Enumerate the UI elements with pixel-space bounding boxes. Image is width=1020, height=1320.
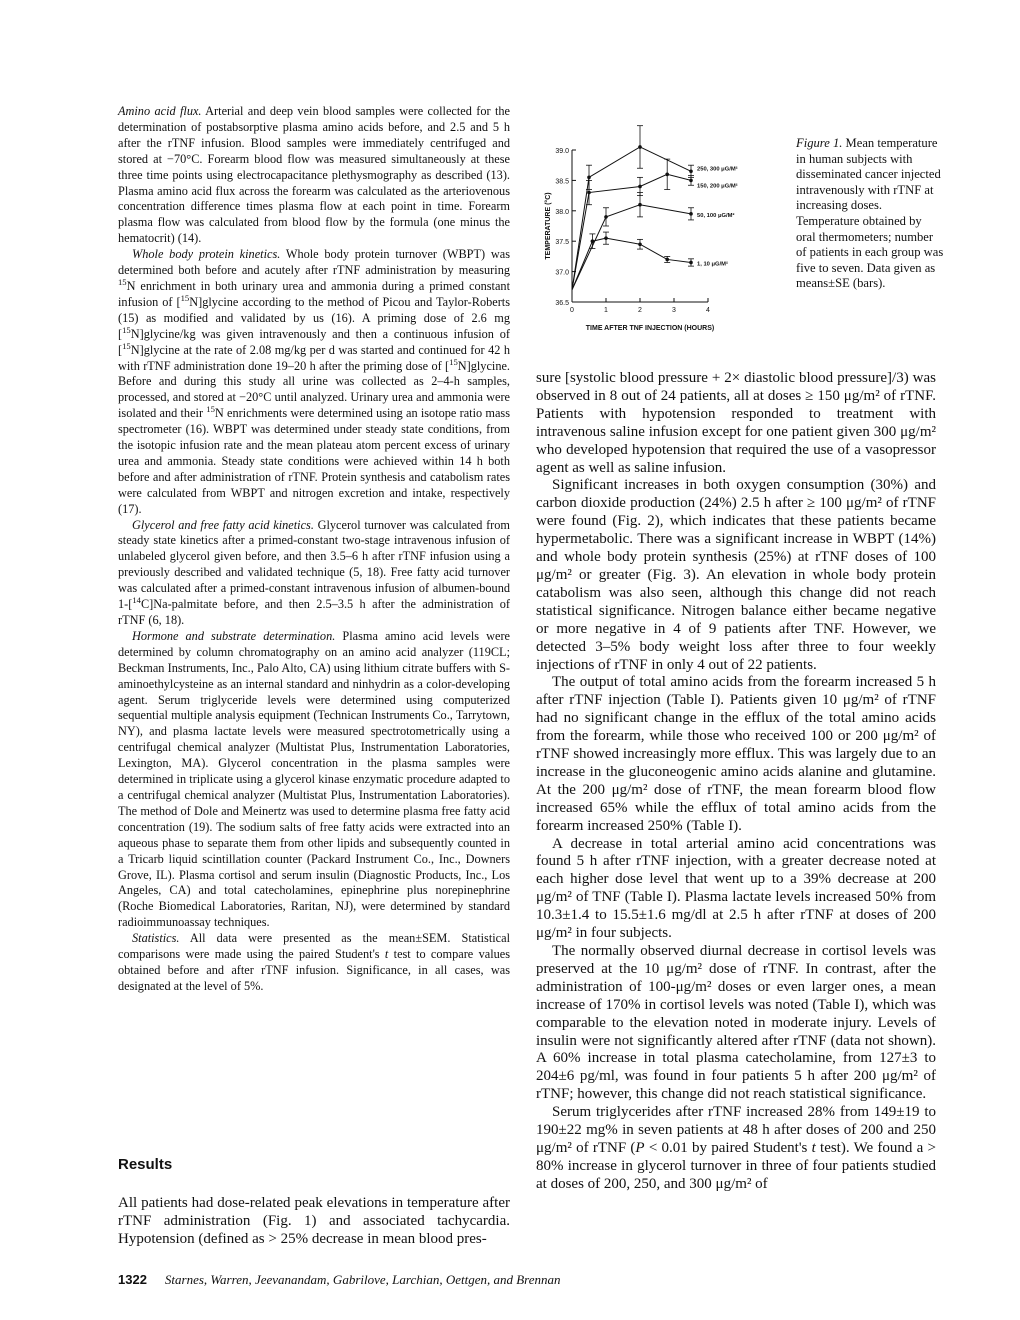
paragraph-arterial-decrease: A decrease in total arterial amino acid concentrations was found 5 h after rTNF injection, with a greater decrease noted at each higher dose level that went up to a 39% decrease at 200 μg/m² of TNF (Table I). Plasma lactate levels increased 50% from 10.3±1.4 to 15.5±1.6 mg/dl at 2.5 h after rTNF at doses of 200 μg/m² in four subjects. bbox=[536, 835, 936, 942]
data-point bbox=[638, 145, 642, 149]
authors: Starnes, Warren, Jeevanandam, Gabrilove, Larchian, Oettgen, and Brennan bbox=[164, 1272, 561, 1287]
paragraph-hypermetabolic: Significant increases in both oxygen consumption (30%) and carbon dioxide production (24%) 2.5 h after ≥ 100 μg/m² of rTNF were found (Fig. 2), which indicates that these patients became hypermetabolic. There was a significant increase in WBPT (14%) and whole body protein synthesis (25%) at rTNF doses of 100 μg/m² or greater (Fig. 3). An elevation in whole body protein catabolism was also seen, although this change did not reach statistical significance. Nitrogen balance either became negative or more negative in 4 of 9 patients after TNF. However, we detected 3–5% body weight loss after three to four weekly injections of rTNF in only 4 out of 22 patients. bbox=[536, 477, 936, 673]
series-label: 250, 300 μG/M² bbox=[697, 166, 738, 173]
data-point bbox=[604, 215, 608, 219]
subheading: Glycerol and free fatty acid kinetics. bbox=[132, 517, 314, 532]
series-label: 50, 100 μG/M² bbox=[697, 212, 735, 219]
data-point bbox=[638, 203, 642, 207]
paragraph-amino-acid-flux: Amino acid flux. Arterial and deep vein blood samples were collected for the determination of postabsorptive plasma amino acids before, and 2.5 and 5 h after the rTNF infusion. Blood samples were immediately centrifuged and stored at −70°C. Forearm blood flow was measured simultaneously at these three time points using electrocapacitance plethysmography as described (13). Plasma amino acid flux across the forearm was calculated as the arteriovenous concentration difference times plasma flow at each point in time. Forearm plasma flow was calculated from blood flow by the formula (one minus the hematocrit) (14). bbox=[118, 104, 510, 246]
x-tick-label: 3 bbox=[672, 307, 676, 314]
subheading: Hormone and substrate determination. bbox=[132, 628, 336, 643]
methods-column bbox=[118, 104, 510, 995]
x-tick-label: 2 bbox=[638, 307, 642, 314]
data-point bbox=[587, 191, 591, 195]
paragraph-triglycerides: Serum triglycerides after rTNF increased 28% from 149±19 to 190±22 mg% in seven patients at 48 h after doses of 200 and 250 μg/m² of rTNF (P < 0.01 by paired Student's t test). We found a > 80% increase in glycerol turnover in three of four patients studied at doses of 200, 250, and 300 μg/m² of bbox=[536, 1104, 937, 1192]
data-point bbox=[591, 239, 595, 243]
figure-1 bbox=[536, 102, 776, 342]
figure-label: Figure 1. bbox=[796, 136, 843, 150]
y-tick-label: 36.5 bbox=[555, 300, 569, 307]
results-column bbox=[536, 370, 936, 1194]
y-tick-label: 38.0 bbox=[555, 208, 569, 216]
data-point bbox=[638, 242, 642, 246]
y-axis-label: TEMPERATURE (°C) bbox=[545, 192, 552, 260]
y-tick-label: 37.0 bbox=[555, 269, 569, 277]
data-point bbox=[604, 236, 608, 240]
paragraph-hormone-determination: Hormone and substrate determination. Plasma amino acid levels were determined by column chromatography on an amino acid analyzer (119CL; Beckman Instruments, Inc., Palo Alto, CA) using lithium citrate buffers with S-aminoethylcysteine as an internal standard and ninhydrin as a color-developing agent. Serum triglyceride levels were determined using computerized sequential multiple analysis equipment (Technican Instruments Co., Tarrytown, NY), and plasma lactate levels were measured spectrotometrically using a centrifugal chemical analyzer (Multistat Plus, Instrumentation Laboratories, Lexington, MA). Glycerol concentration in the plasma samples were determined in triplicate using a glycerol kinase enzymatic procedure adapted to a centrifugal chemical analyzer (Multistat Plus, Instrumentation Laboratories). The method of Dole and Meinertz was used to determine plasma free fatty acid concentration (19). The sodium salts of free fatty acids were extracted into an aqueous phase to separate them from other lipids and subsequently counted in a Tricarb liquid scintillation counter (Packard Instrument Co., Inc., Downers Grove, IL). Plasma cortisol and serum insulin (Diagnostic Products, Inc., Los Angeles, CA) and total catecholamines, epinephrine plus norepinephrine (Roche Biomedical Laboratories, Raritan, NJ), were determined by standard radioimmunoassay techniques. bbox=[118, 628, 511, 930]
data-point bbox=[587, 176, 591, 180]
data-point bbox=[665, 173, 669, 177]
paragraph-cortisol: The normally observed diurnal decrease in cortisol levels was preserved at the 10 μg/m² dose of rTNF. In contrast, after the administration of 100-μg/m² doses or even larger ones, a mean increase of 170% in cortisol levels was noted (Table I), which was comparable to the elevation noted in moderate injury. Levels of insulin were not significantly altered after rTNF (data not shown). A 60% increase in total plasma catecholamine, from 127±3 to 204±6 pg/ml, was found in four patients 5 h after 200 μg/m² of rTNF; however, this change did not reach statistical significance. bbox=[536, 943, 936, 1103]
series-label: 150, 200 μG/M² bbox=[697, 183, 738, 190]
subheading: Statistics. bbox=[132, 931, 180, 946]
subheading: Whole body protein kinetics. bbox=[132, 247, 281, 262]
results-heading: Results bbox=[118, 1156, 173, 1173]
paragraph-amino-acid-output: The output of total amino acids from the forearm increased 5 h after rTNF injection (Table I). Patients given 10 μg/m² of rTNF had no significant change in the efflux of the total amino acids from the forearm, while those who received 100 or 200 μg/m² of rTNF showed increasingly more efflux. This was largely due to an increase in the gluconeogenic amino acids alanine and glutamine. At the 200 μg/m² dose of rTNF, the mean forearm blood flow increased 65% while the efflux of total amino acids from the forearm increased 250% (Table I). bbox=[536, 674, 936, 834]
series-line bbox=[572, 147, 691, 290]
paragraph-glycerol-kinetics: Glycerol and free fatty acid kinetics. Glycerol turnover was calculated from steady state kinetics after a primed-constant two-stage intravenous infusion of unlabeled glycerol given before, and then 3.5–6 h after rTNF infusion using a previously described and validated technique (5, 18). Free fatty acid turnover was calculated after a primed-constant intravenous infusion of albumen-bound 1-[$^{14}$C]Na-palmitate before, and then 2.5–3.5 h after the administration of rTNF (6, 18). bbox=[118, 517, 510, 627]
data-point bbox=[665, 258, 669, 262]
data-point bbox=[689, 169, 693, 173]
y-tick-label: 38.5 bbox=[555, 178, 569, 186]
x-tick-label: 4 bbox=[706, 307, 710, 314]
page-number: 1322 bbox=[118, 1272, 147, 1287]
paragraph-hypotension: sure [systolic blood pressure + 2× diastolic blood pressure]/3) was observed in 8 out of 24 patients, all at doses ≥ 150 μg/m² of rTNF. Patients with hypotension responded to treatment with intravenous saline infusion except for one patient given 300 μg/m² who developed hypotension that required the use of a vasopressor agent as well as saline infusion. bbox=[536, 370, 936, 476]
x-tick-label: 0 bbox=[570, 307, 574, 314]
page-footer bbox=[118, 1272, 938, 1288]
x-tick-label: 1 bbox=[604, 307, 608, 314]
y-tick-label: 39.0 bbox=[555, 148, 569, 155]
series-label: 1, 10 μG/M² bbox=[697, 261, 728, 268]
results-paragraph: All patients had dose-related peak elevations in temperature after rTNF administration (Fig. 1) and associated tachycardia. Hypotension (defined as > 25% decrease in mean blood pres- bbox=[118, 1195, 510, 1247]
paragraph-protein-kinetics: Whole body protein kinetics. Whole body protein turnover (WBPT) was determined both before and acutely after rTNF administration by measuring $^{15}$N enrichment in both urinary urea and ammonia during a primed constant infusion of [$^{15}$N]glycine according to the method of Picou and Taylor-Roberts (15) as modified and validated by us (16). A priming dose of 2.6 mg [$^{15}$N]glycine/kg was given intravenously and then a continuous infusion of [$^{15}$N]glycine at the rate of 2.08 mg/kg per d was started and continued for 42 h with rTNF administration done 19–20 h after the priming dose of [$^{15}$N]glycine. Before and during this study all urine was collected as 2–4-h samples, processed, and stored at −20°C until analyzed. Urinary urea and ammonia were isolated and their $^{15}$N enrichments were determined using an isotope ratio mass spectrometer (16). WBPT was determined under steady state conditions, from the isotopic infusion rate and the mean plateau atom percent excess of urinary urea and ammonia. Steady state conditions were achieved within 14 h both before and after administration of rTNF. Protein synthesis and catabolism rates were calculated from WBPT and nitrogen excretion and intake, respectively (17). bbox=[118, 247, 510, 516]
x-axis-label: TIME AFTER TNF INJECTION (HOURS) bbox=[585, 325, 715, 332]
data-point bbox=[689, 261, 693, 265]
results-section bbox=[118, 1156, 510, 1249]
data-point bbox=[689, 179, 693, 183]
temperature-chart bbox=[536, 102, 776, 342]
paragraph-statistics: Statistics. All data were presented as the mean±SEM. Statistical comparisons were made using the paired Student's t test to compare values obtained before and after rTNF infusion. Significance, in all cases, was designated at the level of 5%. bbox=[118, 931, 511, 993]
y-tick-label: 37.5 bbox=[555, 239, 569, 247]
subheading: Amino acid flux. bbox=[118, 104, 202, 118]
data-point bbox=[638, 185, 642, 189]
figure-caption: Figure 1. Mean temperature in human subjects with disseminated cancer injected intravenously with rTNF at increasing doses. Temperature obtained by oral thermometers; number of patients in each group was five to seven. Data given as means±SE (bars). bbox=[796, 136, 944, 291]
series-line bbox=[572, 238, 691, 290]
data-point bbox=[689, 212, 693, 216]
